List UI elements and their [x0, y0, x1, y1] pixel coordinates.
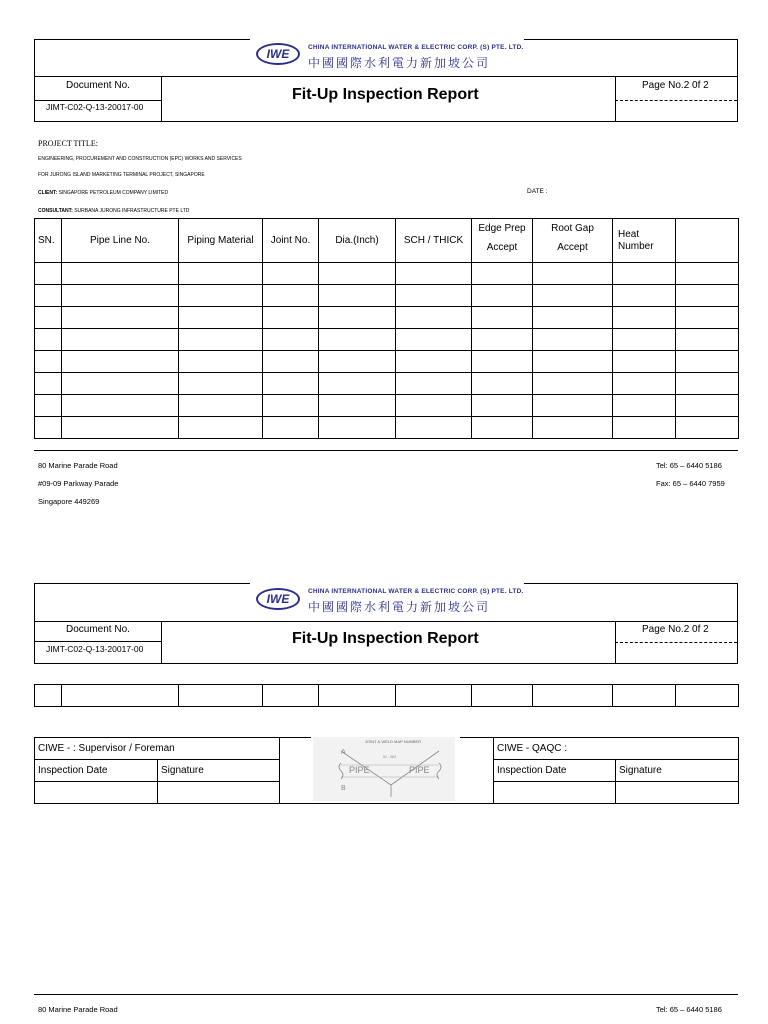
header-top-line-left — [34, 39, 250, 40]
cell[interactable] — [676, 417, 739, 439]
cell[interactable] — [319, 395, 396, 417]
continuation-table — [34, 684, 739, 707]
diagram-pipe-right: PIPE — [409, 765, 430, 775]
project-line-2: FOR JURONG ISLAND MARKETING TERMINAL PROJECT, SINGAPORE — [38, 172, 205, 178]
header-top-line-right — [524, 39, 738, 40]
cell[interactable] — [62, 329, 179, 351]
cell[interactable] — [613, 417, 676, 439]
inspection-table — [34, 218, 739, 439]
table-row — [35, 329, 739, 351]
page-number: Page No.2 0f 2 — [642, 624, 709, 635]
consultant-line — [38, 208, 189, 214]
cell[interactable] — [676, 285, 739, 307]
doc-number: JIMT-C02-Q-13-20017-00 — [46, 644, 144, 654]
cell[interactable] — [263, 395, 319, 417]
cell[interactable] — [263, 417, 319, 439]
edge-prep-accept: Accept — [486, 242, 518, 253]
date-label: DATE : — [527, 188, 548, 195]
cell[interactable] — [179, 263, 263, 285]
cell[interactable] — [613, 685, 676, 707]
cell[interactable] — [319, 263, 396, 285]
col-joint-no: Joint No. — [263, 219, 319, 263]
qaqc-signoff — [493, 737, 739, 804]
doc-label: Document No. — [66, 624, 130, 635]
cell[interactable] — [533, 263, 613, 285]
cell[interactable] — [35, 685, 62, 707]
edge-prep-label: Edge Prep — [478, 223, 526, 234]
cell[interactable] — [472, 395, 533, 417]
qaqc-title: CIWE - QAQC : — [494, 738, 739, 760]
cell[interactable] — [533, 285, 613, 307]
cell[interactable] — [676, 351, 739, 373]
cell[interactable] — [396, 373, 472, 395]
cell[interactable] — [533, 351, 613, 373]
col-dia: Dia.(Inch) — [319, 219, 396, 263]
consultant-name: SURBANA JURONG INFRASTRUCTURE PTE LTD — [74, 208, 190, 214]
company-logo: IWE — [256, 43, 300, 65]
client-name: SINGAPORE PETROLEUM COMPANY LIMITED — [58, 190, 169, 196]
cell[interactable] — [319, 417, 396, 439]
cell[interactable] — [613, 395, 676, 417]
cell[interactable] — [263, 685, 319, 707]
cell[interactable] — [472, 263, 533, 285]
cell[interactable] — [396, 395, 472, 417]
cell[interactable] — [35, 395, 62, 417]
client-label: CLIENT: — [38, 190, 58, 196]
cell[interactable] — [472, 685, 533, 707]
diagram-pipe-left: PIPE — [349, 765, 370, 775]
cell[interactable] — [472, 373, 533, 395]
root-gap-label: Root Gap — [551, 223, 594, 234]
weld-joint-icon — [279, 737, 493, 804]
supervisor-signature-label: Signature — [158, 760, 280, 782]
cell[interactable] — [35, 417, 62, 439]
cell[interactable] — [319, 373, 396, 395]
table-row — [35, 417, 739, 439]
table-row — [35, 373, 739, 395]
cell[interactable] — [62, 685, 179, 707]
cell[interactable] — [533, 685, 613, 707]
supervisor-title: CIWE - : Supervisor / Foreman — [35, 738, 280, 760]
supervisor-date-field[interactable] — [35, 782, 158, 804]
report-title: Fit-Up Inspection Report — [292, 86, 479, 103]
cell[interactable] — [179, 307, 263, 329]
header2-bottom-line — [34, 663, 738, 664]
cell[interactable] — [179, 417, 263, 439]
cell[interactable] — [396, 263, 472, 285]
table-header-row — [35, 219, 739, 263]
cell[interactable] — [62, 351, 179, 373]
qaqc-signature-label: Signature — [616, 760, 739, 782]
cell[interactable] — [676, 373, 739, 395]
cell[interactable] — [62, 307, 179, 329]
cell[interactable] — [396, 307, 472, 329]
heat-label: Heat — [618, 228, 640, 240]
cell[interactable] — [319, 351, 396, 373]
cell[interactable] — [396, 285, 472, 307]
cell[interactable] — [533, 373, 613, 395]
cell[interactable] — [179, 373, 263, 395]
header2-top-line-left — [34, 583, 250, 584]
cell[interactable] — [319, 307, 396, 329]
cell[interactable] — [613, 285, 676, 307]
cell[interactable] — [35, 373, 62, 395]
cell[interactable] — [472, 329, 533, 351]
qaqc-signature-field[interactable] — [616, 782, 739, 804]
doc-number: JIMT-C02-Q-13-20017-00 — [46, 102, 144, 112]
cell[interactable] — [62, 417, 179, 439]
cell[interactable] — [179, 351, 263, 373]
company-name-en: CHINA INTERNATIONAL WATER & ELECTRIC CORP. (S) PTE. LTD. — [308, 44, 524, 51]
cell[interactable] — [35, 285, 62, 307]
footer2-addr-1: 80 Marine Parade Road — [38, 1005, 118, 1014]
cell[interactable] — [179, 285, 263, 307]
qaqc-date-label: Inspection Date — [494, 760, 616, 782]
cell[interactable] — [263, 373, 319, 395]
cell[interactable] — [263, 329, 319, 351]
doc-label: Document No. — [66, 80, 130, 91]
cell[interactable] — [472, 285, 533, 307]
cell[interactable] — [35, 351, 62, 373]
diagram-a-label: A — [341, 749, 346, 756]
cell[interactable] — [676, 395, 739, 417]
cell[interactable] — [676, 307, 739, 329]
diagram-weld-label: W - BO — [383, 754, 397, 759]
cell[interactable] — [263, 285, 319, 307]
col-heat-number — [613, 219, 676, 263]
docno-line — [34, 100, 161, 101]
cell[interactable] — [676, 263, 739, 285]
header2-mid-line — [34, 621, 738, 622]
cell[interactable] — [263, 351, 319, 373]
cell[interactable] — [613, 373, 676, 395]
cell[interactable] — [263, 307, 319, 329]
cell[interactable] — [35, 263, 62, 285]
table-row — [35, 351, 739, 373]
header-right-border — [737, 39, 738, 121]
supervisor-signoff — [34, 737, 280, 804]
cell[interactable] — [533, 307, 613, 329]
table-row — [35, 307, 739, 329]
table-row — [35, 395, 739, 417]
project-line-1: ENGINEERING, PROCUREMENT AND CONSTRUCTION (EPC) WORKS AND SERVICES — [38, 156, 242, 162]
col-piping-material: Piping Material — [179, 219, 263, 263]
col-sch-thick: SCH / THICK — [396, 219, 472, 263]
cell[interactable] — [179, 395, 263, 417]
company-name-cn: 中國國際水利電力新加坡公司 — [308, 56, 491, 70]
qaqc-date-field[interactable] — [494, 782, 616, 804]
cell[interactable] — [396, 329, 472, 351]
cell[interactable] — [533, 395, 613, 417]
docno2-line — [34, 641, 161, 642]
cell[interactable] — [676, 685, 739, 707]
cell[interactable] — [396, 685, 472, 707]
report-title: Fit-Up Inspection Report — [292, 630, 479, 647]
cell[interactable] — [396, 351, 472, 373]
page2-line — [615, 642, 737, 643]
root-gap-accept: Accept — [557, 242, 588, 253]
cell[interactable] — [62, 373, 179, 395]
footer-addr-2: #09-09 Parkway Parade — [38, 479, 119, 488]
header-bottom-line — [34, 121, 738, 122]
cell[interactable] — [613, 307, 676, 329]
footer2-line — [34, 994, 738, 995]
cell[interactable] — [179, 685, 263, 707]
cell[interactable] — [319, 285, 396, 307]
col-root-gap — [533, 219, 613, 263]
cell[interactable] — [62, 285, 179, 307]
supervisor-signature-field[interactable] — [158, 782, 280, 804]
footer-line — [34, 450, 738, 451]
page-line — [615, 100, 737, 101]
col-blank — [676, 219, 739, 263]
diagram-b-label: B — [341, 785, 346, 792]
header-mid-line — [34, 76, 738, 77]
col-pipe-line: Pipe Line No. — [62, 219, 179, 263]
number-label: Number — [618, 240, 654, 252]
header2-left-border — [34, 583, 35, 663]
cell[interactable] — [472, 417, 533, 439]
cell[interactable] — [676, 329, 739, 351]
cell[interactable] — [613, 263, 676, 285]
footer-tel: Tel: 65 – 6440 5186 — [656, 461, 722, 470]
cell[interactable] — [319, 329, 396, 351]
cell[interactable] — [263, 263, 319, 285]
header2-top-line-right — [524, 583, 738, 584]
cell[interactable] — [35, 329, 62, 351]
cell[interactable] — [62, 263, 179, 285]
cell[interactable] — [472, 307, 533, 329]
cell[interactable] — [533, 329, 613, 351]
header2-right-border — [737, 583, 738, 663]
table-row — [35, 285, 739, 307]
cell[interactable] — [613, 351, 676, 373]
table-row — [35, 263, 739, 285]
cell[interactable] — [472, 351, 533, 373]
diagram-caption: JOINT & WELD MAP NUMBER — [365, 739, 422, 744]
company-name-en: CHINA INTERNATIONAL WATER & ELECTRIC CORP. (S) PTE. LTD. — [308, 588, 524, 595]
cell[interactable] — [613, 329, 676, 351]
footer2-tel: Tel: 65 – 6440 5186 — [656, 1005, 722, 1014]
header2-divider-1 — [161, 621, 162, 663]
company-logo: IWE — [256, 588, 300, 610]
col-edge-prep — [472, 219, 533, 263]
company-name-cn: 中國國際水利電力新加坡公司 — [308, 600, 491, 614]
weld-joint-diagram — [279, 737, 493, 804]
footer-addr-1: 80 Marine Parade Road — [38, 461, 118, 470]
cell[interactable] — [319, 685, 396, 707]
page-number: Page No.2 0f 2 — [642, 80, 709, 91]
col-sn: SN. — [35, 219, 62, 263]
footer-fax: Fax: 65 – 6440 7959 — [656, 479, 725, 488]
project-title-label: PROJECT TITLE: — [38, 139, 98, 148]
cell[interactable] — [179, 329, 263, 351]
cell[interactable] — [396, 417, 472, 439]
supervisor-date-label: Inspection Date — [35, 760, 158, 782]
cell[interactable] — [533, 417, 613, 439]
client-line — [38, 190, 168, 196]
header-divider-1 — [161, 76, 162, 121]
table-row — [35, 685, 739, 707]
cell[interactable] — [62, 395, 179, 417]
header-left-border — [34, 39, 35, 121]
header-divider-2 — [615, 76, 616, 121]
footer-addr-3: Singapore 449269 — [38, 497, 100, 506]
consultant-label: CONSULTANT: — [38, 208, 73, 214]
cell[interactable] — [35, 307, 62, 329]
